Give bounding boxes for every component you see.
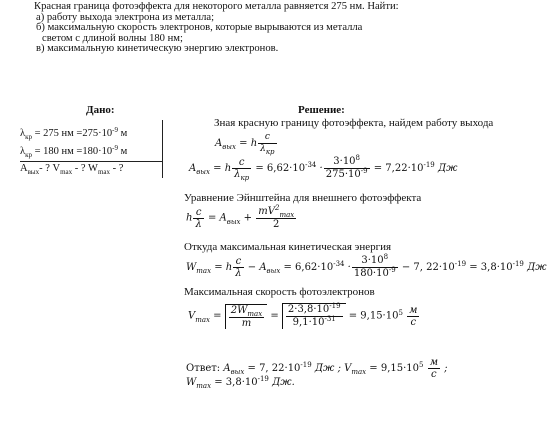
einstein-formula: h $\frac{c}{\lambda}$ = $A_{вых}$ + $\frac{mV^2_{max}}{2}$ — [186, 204, 295, 230]
given-vertical-divider — [162, 120, 163, 178]
kinetic-formula: $W_{max} = h$ $\frac{c}{\lambda}$ − $A_{вых} = 6,62\cdot 10^{-34}$ · $\frac{3\cdot 10^8}{180\cdot 10^{-9}}$ − 7, $22\cdot 10^{-19} = 3,8\cdot 10^{-19}$ Дж — [186, 253, 547, 279]
answer-line-2: $W_{max} = 3,8\cdot 10^{-19}$ Дж. — [186, 375, 295, 390]
answer-line-1: Ответ: $A_{вых} = 7$, $22\cdot 10^{-19}$ Дж ; $V_{max} = 9,15\cdot 10^5$ $\frac{м}{с}$ ; — [186, 357, 448, 380]
kinetic-title: Откуда максимальная кинетическая энергия — [184, 241, 392, 253]
speed-title: Максимальная скорость фотоэлектронов — [184, 286, 375, 298]
problem-line-3: б) максимальную скорость электронов, которые вырываются из металла — [36, 22, 363, 34]
lambda-symbol: λ — [20, 128, 26, 139]
problem-line-1: Красная граница фотоэффекта для некоторого металла равняется 275 нм. Найти: — [34, 1, 399, 12]
given-divider — [20, 161, 162, 162]
speed-formula: $V_{max}$ = $\frac{2W_{max}}{m}$ = $\frac{2\cdot 3,8\cdot 10^{-19}}{9,1\cdot 10^{-31}}$ = $9,15\cdot 10^5$ $\frac{м}{с}$ — [188, 302, 418, 329]
problem-line-5: в) максимальную кинетическую энергию электронов. — [36, 43, 279, 55]
problem-statement — [34, 2, 399, 55]
given-lambda: $\lambda_{кр} = 180$ нм $=180\cdot 10^{-9}$ м — [20, 144, 128, 159]
solution-intro: Зная красную границу фотоэффекта, найдем работу выхода — [214, 117, 494, 129]
solution-header: Решение: — [298, 104, 345, 116]
given-lambda-kr: $\lambda_{кр} = 275$ нм $=275\cdot 10^{-9}$ м — [20, 126, 128, 141]
lambda-symbol: λ — [20, 146, 26, 157]
einstein-title: Уравнение Эйнштейна для внешнего фотоэффекта — [184, 192, 422, 204]
given-find: $A_{вых}-$ ? $V_{max}$ - ? $W_{max}$ - ? — [20, 163, 124, 176]
problem-line-2: а) работу выхода электрона из металла; — [36, 11, 215, 23]
problem-line-4: светом с длиной волны 180 нм; — [42, 32, 183, 44]
given-header: Дано: — [86, 104, 115, 116]
